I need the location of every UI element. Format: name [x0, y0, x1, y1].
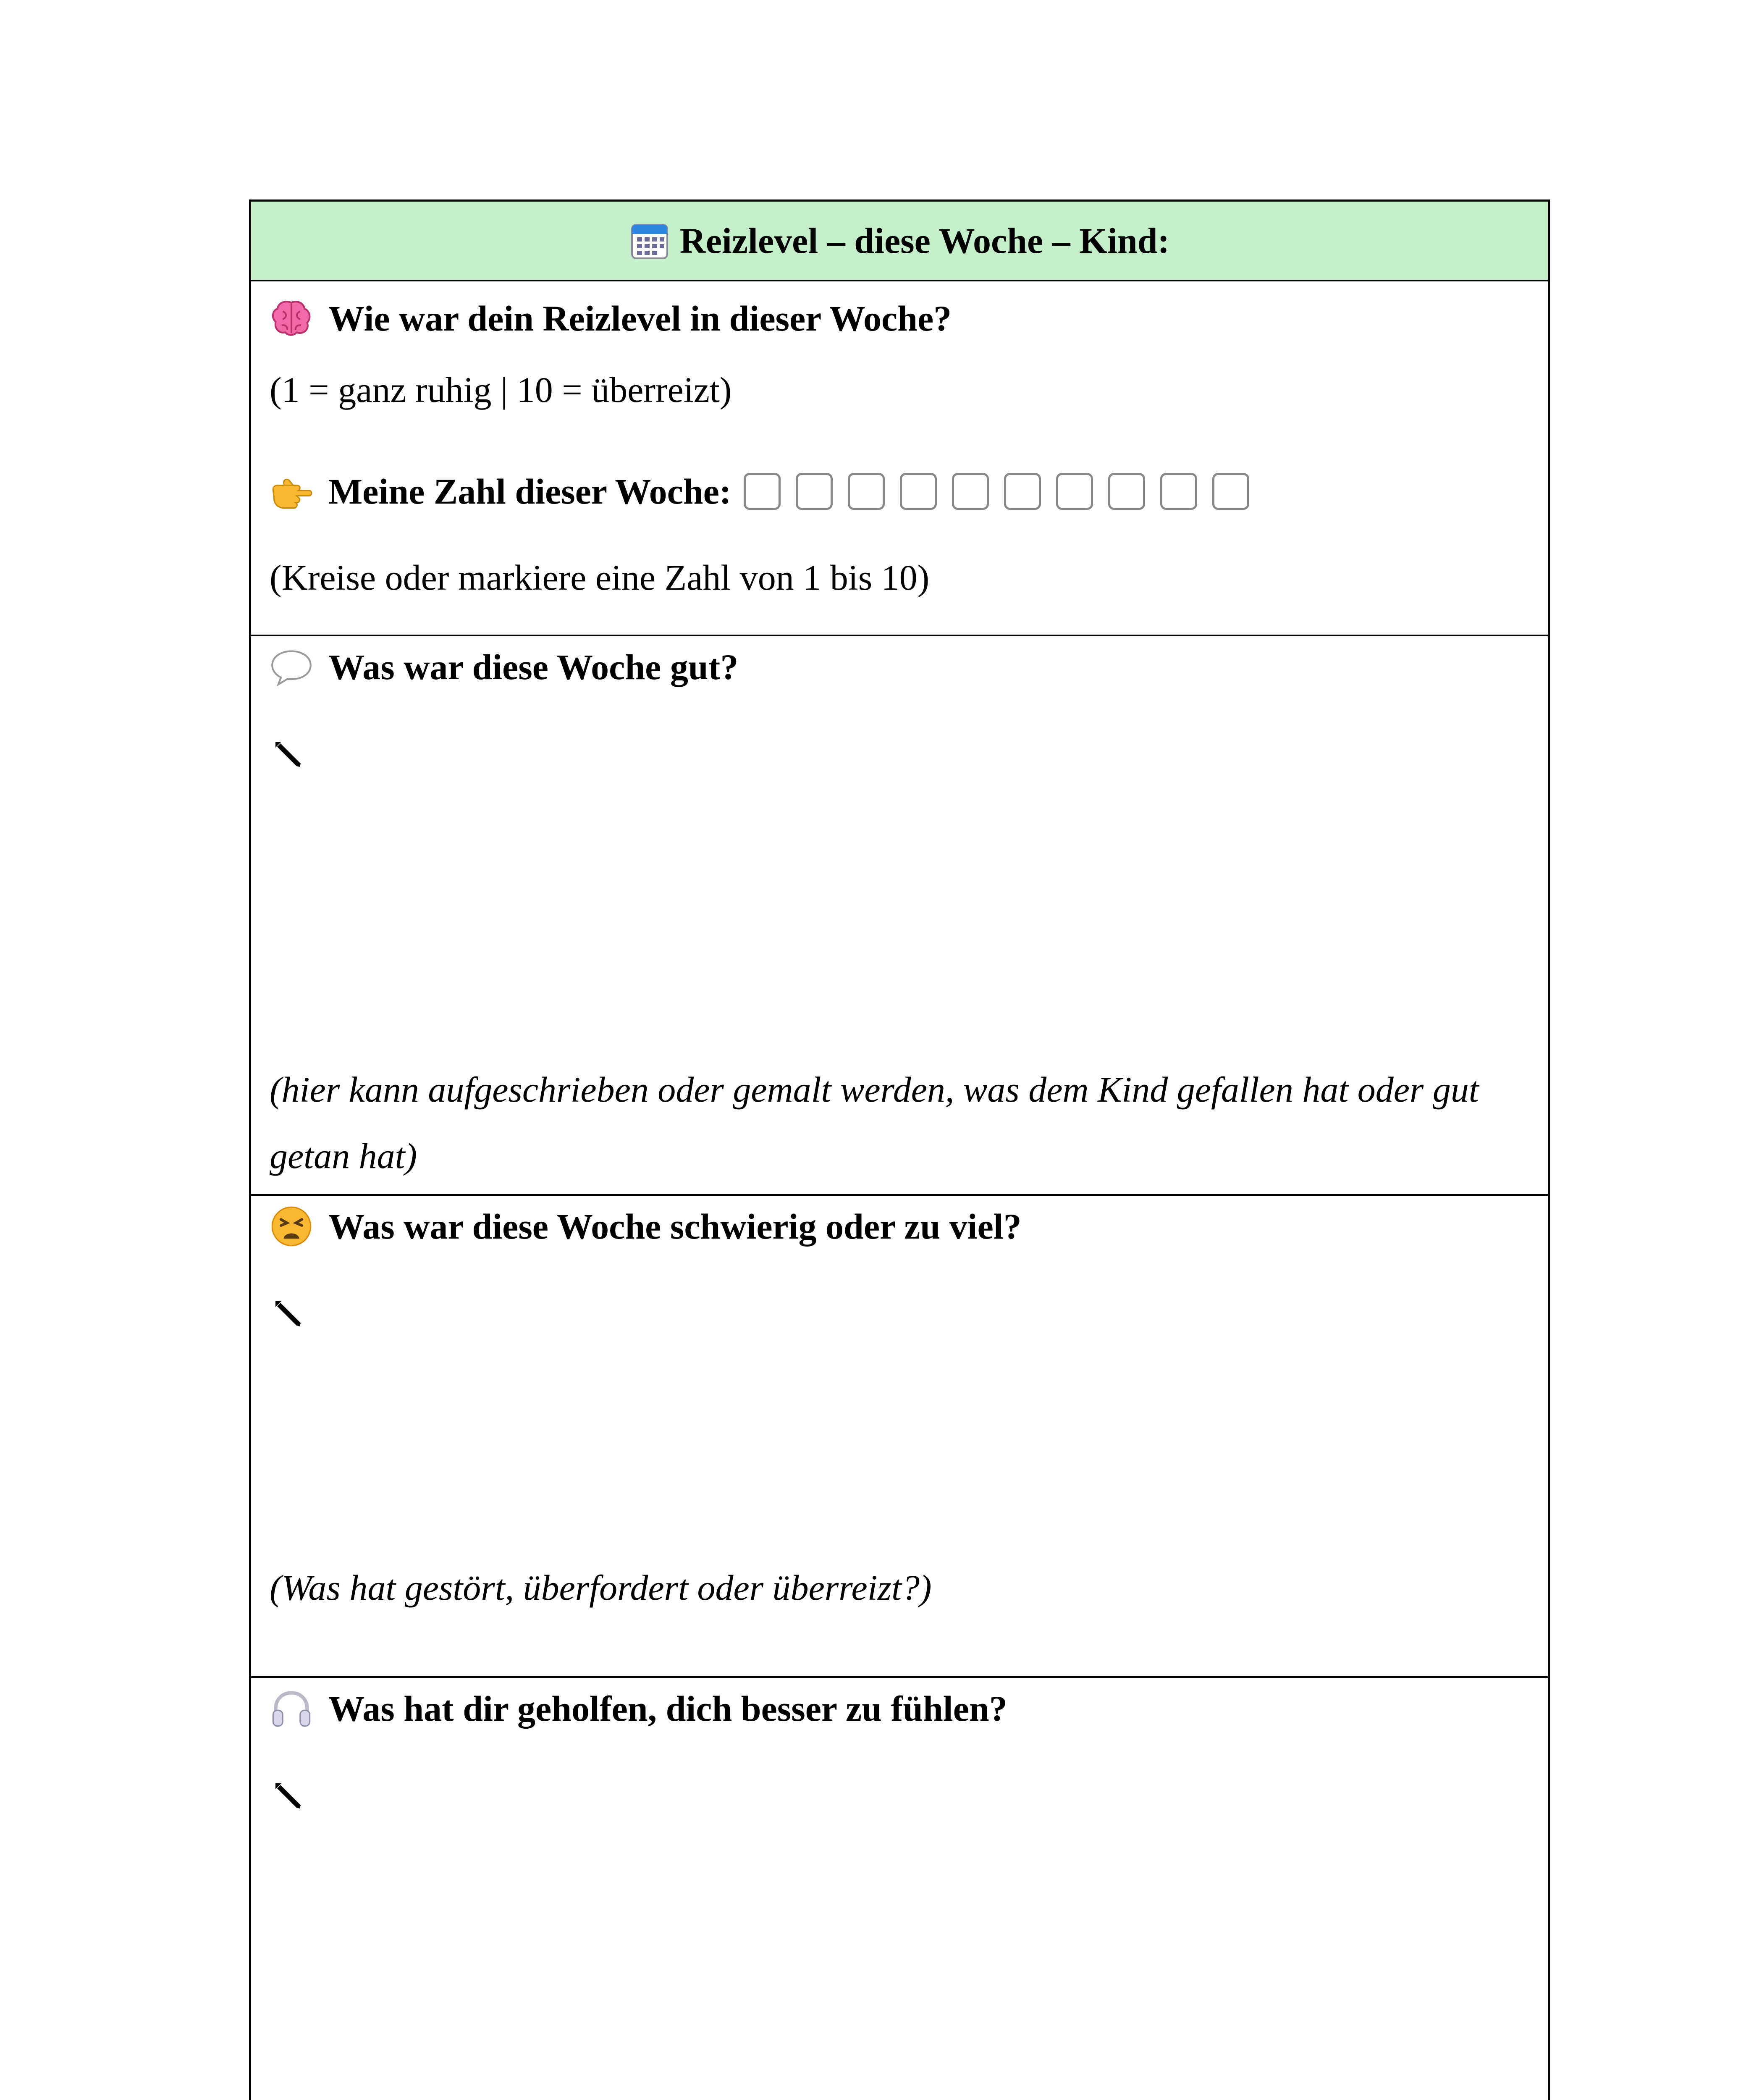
level-section [251, 281, 1548, 636]
number-box-4[interactable] [900, 473, 937, 510]
tired-face-icon [270, 1205, 313, 1248]
pencil-icon [273, 739, 302, 769]
level-question: Wie war dein Reizlevel in dieser Woche? [270, 285, 952, 352]
hard-question: Was war diese Woche schwierig oder zu viel? [270, 1199, 1022, 1254]
number-box-7[interactable] [1056, 473, 1093, 510]
good-hint: (hier kann aufgeschrieben oder gemalt werden, was dem Kind gefallen hat oder gut getan hat) [270, 1069, 1479, 1176]
good-section [251, 636, 1548, 1196]
pencil-icon [273, 1781, 302, 1810]
hard-section [251, 1196, 1548, 1678]
helped-section [251, 1678, 1548, 2100]
helped-question: Was hat dir geholfen, dich besser zu fühlen? [270, 1681, 1007, 1736]
table-title: Reizlevel – diese Woche – Kind: [679, 220, 1170, 261]
number-box-8[interactable] [1108, 473, 1145, 510]
level-scale: (1 = ganz ruhig | 10 = überreizt) [270, 370, 732, 410]
number-box-1[interactable] [744, 473, 781, 510]
pencil-icon [273, 1299, 302, 1328]
brain-icon [270, 297, 313, 340]
number-box-3[interactable] [848, 473, 885, 510]
number-box-5[interactable] [952, 473, 989, 510]
table-header [251, 202, 1548, 281]
number-of-week-row: Meine Zahl dieser Woche: [270, 458, 1264, 525]
speech-bubble-icon [270, 645, 313, 689]
number-box-2[interactable] [796, 473, 833, 510]
number-boxes [744, 473, 1264, 510]
level-instruction: (Kreise oder markiere eine Zahl von 1 bis 10) [270, 557, 930, 598]
weekly-form-table [249, 200, 1550, 2100]
number-box-9[interactable] [1160, 473, 1197, 510]
pointing-hand-icon [270, 470, 313, 513]
calendar-icon [629, 220, 670, 261]
good-question: Was war diese Woche gut? [270, 640, 738, 694]
number-box-6[interactable] [1004, 473, 1041, 510]
number-box-10[interactable] [1212, 473, 1249, 510]
hard-hint: (Was hat gestört, überfordert oder überreizt?) [270, 1567, 932, 1608]
headphones-icon [270, 1687, 313, 1730]
